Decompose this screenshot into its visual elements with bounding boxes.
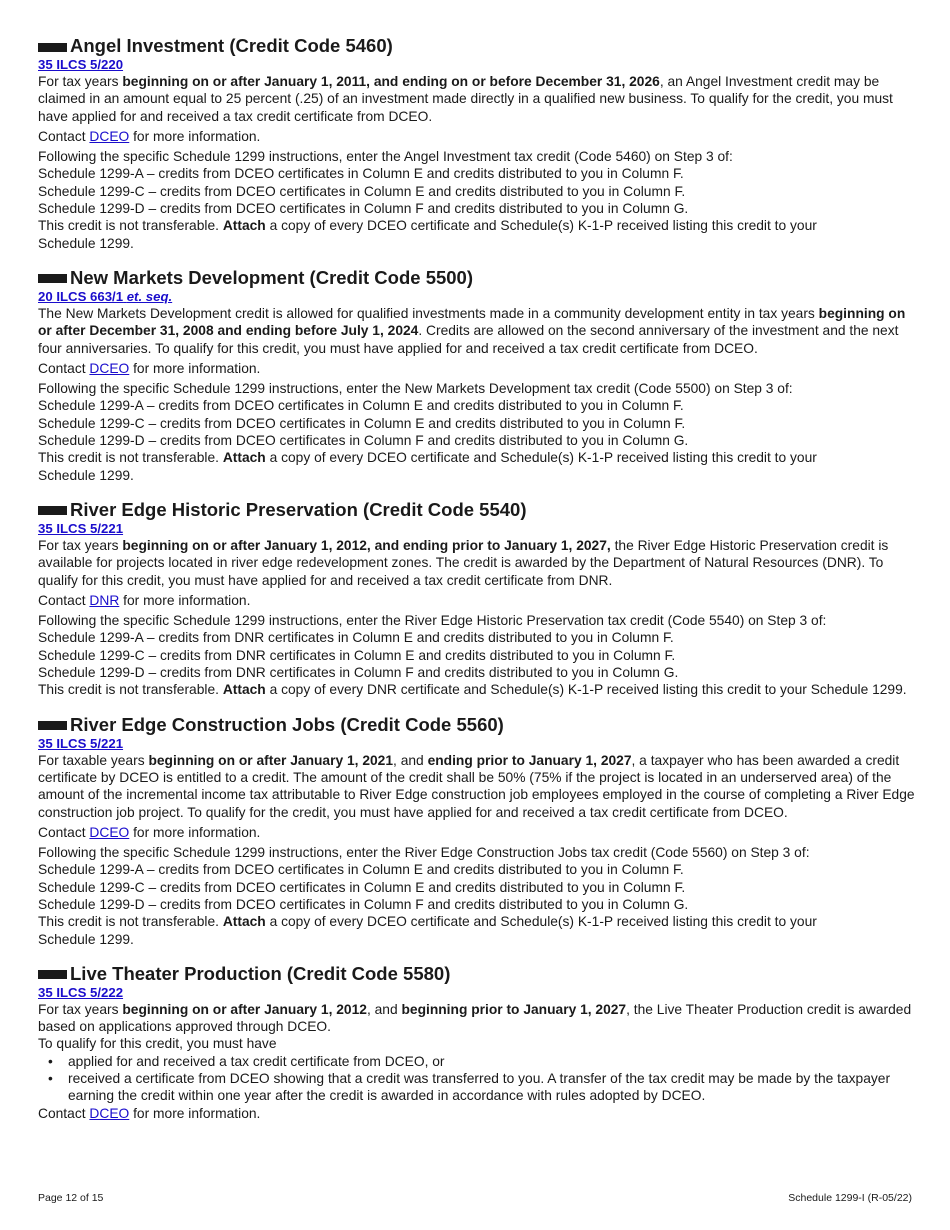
contact-link[interactable]: DNR — [89, 592, 120, 608]
section-angel-investment — [38, 36, 918, 252]
schedule-line: Schedule 1299-D – credits from DNR certificates in Column F and credits distributed to you in Column G. — [38, 665, 679, 681]
following-text: Following the specific Schedule 1299 instructions, enter the River Edge Construction Jobs tax credit (Code 5560) on Step 3 of: — [38, 845, 810, 861]
contact-link[interactable]: DCEO — [89, 360, 130, 376]
transfer-note: This credit is not transferable. Attach a copy of every DCEO certificate and Schedule(s) K-1-P received listing this credit to your Schedule 1299. — [38, 450, 817, 483]
section-title: Live Theater Production (Credit Code 5580) — [38, 964, 918, 984]
heading-bar-icon — [38, 274, 67, 283]
contact-line: Contact DCEO for more information. — [38, 128, 261, 144]
schedule-line: Schedule 1299-D – credits from DCEO certificates in Column F and credits distributed to you in Column G. — [38, 896, 689, 912]
intro-paragraph: The New Markets Development credit is allowed for qualified investments made in a community development entity in tax years beginning on or after December 31, 2008 and ending before July 1, 2024. Credits are allowed on the second anniversary of the investment and the next four anniversaries. To qualify for this credit, you must have applied for and received a tax credit certificate from DCEO. — [38, 305, 906, 356]
contact-link[interactable]: DCEO — [89, 128, 130, 144]
page-footer — [38, 1192, 912, 1204]
schedule-line: Schedule 1299-A – credits from DCEO certificates in Column E and credits distributed to you in Column F. — [38, 166, 684, 182]
list-item: • received a certificate from DCEO showing that a credit was transferred to you. A transfer of the tax credit may be made by the taxpayer earning the credit within one year after the credit is awarded in accordance with rules adopted by DCEO. — [38, 1070, 918, 1105]
intro-paragraph: For tax years beginning on or after January 1, 2012, and ending prior to January 1, 2027, the River Edge Historic Preservation credit is available for projects located in river edge redevelopment zones. The credit is awarded by the Department of Natural Resources (DNR). To qualify for this credit, you must have applied for and received a tax credit certificate from DNR. — [38, 537, 889, 588]
following-text: Following the specific Schedule 1299 instructions, enter the New Markets Development tax credit (Code 5500) on Step 3 of: — [38, 381, 793, 397]
list-item: • applied for and received a tax credit certificate from DCEO, or — [38, 1053, 918, 1070]
following-text: Following the specific Schedule 1299 instructions, enter the Angel Investment tax credit (Code 5460) on Step 3 of: — [38, 149, 733, 165]
schedule-line: Schedule 1299-D – credits from DCEO certificates in Column F and credits distributed to you in Column G. — [38, 201, 689, 217]
schedule-line: Schedule 1299-A – credits from DCEO certificates in Column E and credits distributed to you in Column F. — [38, 398, 684, 414]
heading-bar-icon — [38, 970, 67, 979]
qualify-list — [38, 1053, 918, 1105]
contact-link[interactable]: DCEO — [89, 824, 130, 840]
schedule-line: Schedule 1299-C – credits from DCEO certificates in Column E and credits distributed to you in Column F. — [38, 183, 686, 199]
citation-link[interactable]: 35 ILCS 5/221 — [38, 520, 124, 536]
transfer-note: This credit is not transferable. Attach a copy of every DCEO certificate and Schedule(s) K-1-P received listing this credit to your Schedule 1299. — [38, 218, 817, 251]
citation-link[interactable]: 20 ILCS 663/1 et. seq. — [38, 288, 173, 304]
schedule-line: Schedule 1299-A – credits from DNR certificates in Column E and credits distributed to you in Column F. — [38, 630, 674, 646]
section-title: River Edge Historic Preservation (Credit Code 5540) — [38, 500, 918, 520]
citation-link[interactable]: 35 ILCS 5/221 — [38, 735, 124, 751]
section-new-markets — [38, 268, 918, 484]
following-text: Following the specific Schedule 1299 instructions, enter the River Edge Historic Preservation tax credit (Code 5540) on Step 3 of: — [38, 613, 827, 629]
qualify-text: To qualify for this credit, you must have — [38, 1036, 277, 1052]
contact-line: Contact DCEO for more information. — [38, 1105, 261, 1121]
schedule-line: Schedule 1299-C – credits from DCEO certificates in Column E and credits distributed to you in Column F. — [38, 879, 686, 895]
section-river-edge-construction — [38, 715, 918, 948]
transfer-note: This credit is not transferable. Attach a copy of every DNR certificate and Schedule(s) K-1-P received listing this credit to your Schedule 1299. — [38, 682, 907, 698]
section-title: Angel Investment (Credit Code 5460) — [38, 36, 918, 56]
section-river-edge-historic — [38, 500, 918, 699]
citation-link[interactable]: 35 ILCS 5/220 — [38, 57, 124, 72]
intro-paragraph: For taxable years beginning on or after January 1, 2021, and ending prior to January 1, 2027, a taxpayer who has been awarded a credit certificate by DCEO is entitled to a credit. The amount of the credit shall be 50% (75% if the project is located in an underserved area) of the amount of the incremental income tax attributable to River Edge construction job employees employed in the course of completing a River Edge construction job project. To qualify for the credit, you must have applied for and received a tax credit certificate from DCEO. — [38, 752, 915, 820]
form-identifier: Schedule 1299-I (R-05/22) — [788, 1192, 912, 1204]
section-title: River Edge Construction Jobs (Credit Code 5560) — [38, 715, 918, 735]
heading-bar-icon — [38, 43, 67, 52]
contact-line: Contact DCEO for more information. — [38, 360, 261, 376]
heading-bar-icon — [38, 721, 67, 730]
schedule-line: Schedule 1299-C – credits from DCEO certificates in Column E and credits distributed to you in Column F. — [38, 415, 686, 431]
contact-line: Contact DCEO for more information. — [38, 824, 261, 840]
schedule-line: Schedule 1299-D – credits from DCEO certificates in Column F and credits distributed to you in Column G. — [38, 433, 689, 449]
citation-link[interactable]: 35 ILCS 5/222 — [38, 984, 124, 1000]
contact-line: Contact DNR for more information. — [38, 592, 251, 608]
heading-bar-icon — [38, 506, 67, 515]
contact-link[interactable]: DCEO — [89, 1105, 130, 1121]
transfer-note: This credit is not transferable. Attach a copy of every DCEO certificate and Schedule(s) K-1-P received listing this credit to your Schedule 1299. — [38, 914, 817, 947]
section-live-theater — [38, 964, 918, 1122]
intro-paragraph: For tax years beginning on or after January 1, 2011, and ending on or before December 31, 2026, an Angel Investment credit may be claimed in an amount equal to 25 percent (.25) of an investment made directly in a qualified new business. To qualify for the credit, you must have applied for and received a tax credit certificate from DCEO. — [38, 74, 893, 124]
section-title: New Markets Development (Credit Code 5500) — [38, 268, 918, 288]
intro-paragraph: For tax years beginning on or after January 1, 2012, and beginning prior to January 1, 2027, the Live Theater Production credit is awarded based on applications approved through DCEO. — [38, 1001, 912, 1035]
schedule-line: Schedule 1299-A – credits from DCEO certificates in Column E and credits distributed to you in Column F. — [38, 862, 684, 878]
schedule-line: Schedule 1299-C – credits from DNR certificates in Column E and credits distributed to you in Column F. — [38, 647, 676, 663]
document-page — [38, 36, 918, 1138]
page-number: Page 12 of 15 — [38, 1192, 104, 1204]
